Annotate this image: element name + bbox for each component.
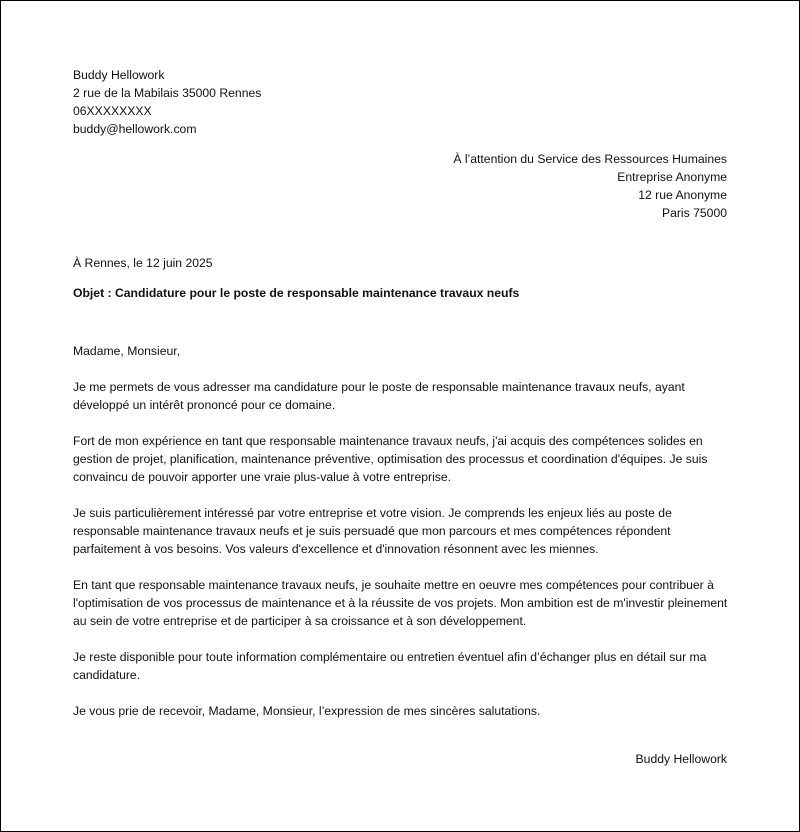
sender-block — [73, 66, 261, 138]
sender-address: 2 rue de la Mabilais 35000 Rennes — [73, 86, 262, 100]
paragraph-motivation: Je suis particulièrement intéressé par votre entreprise et votre vision. Je comprends les enjeux liés au poste de responsable maintenance travaux neufs et je suis persuadé que mon parcours et mes compétences répondent parfaitement à vos besoins. Vos valeurs d'excellence et d'innovation résonnent avec les miennes. — [73, 506, 672, 556]
recipient-company: Entreprise Anonyme — [617, 170, 727, 184]
date-line: À Rennes, le 12 juin 2025 — [73, 256, 213, 270]
recipient-attention: À l’attention du Service des Ressources Humaines — [453, 152, 727, 166]
sender-email: buddy@hellowork.com — [73, 122, 197, 136]
paragraph-closing: Je vous prie de recevoir, Madame, Monsieur, l’expression de mes sincères salutations. — [73, 704, 541, 718]
sender-phone: 06XXXXXXXX — [73, 104, 152, 118]
paragraph-experience: Fort de mon expérience en tant que responsable maintenance travaux neufs, j'ai acquis des compétences solides en gestion de projet, planification, maintenance préventive, optimisation des processus et coordination d'équipes. Je suis convaincu de pouvoir apporter une vraie plus-value à votre entreprise. — [73, 434, 708, 484]
sender-name: Buddy Hellowork — [73, 68, 165, 82]
salutation: Madame, Monsieur, — [73, 344, 181, 358]
recipient-block — [453, 150, 727, 222]
signature: Buddy Hellowork — [635, 752, 727, 766]
recipient-street: 12 rue Anonyme — [638, 188, 727, 202]
subject-line: Objet : Candidature pour le poste de responsable maintenance travaux neufs — [73, 286, 520, 300]
letter-body — [73, 342, 733, 738]
recipient-city: Paris 75000 — [661, 206, 727, 220]
paragraph-availability: Je reste disponible pour toute information complémentaire ou entretien éventuel afin d’échanger plus en détail sur ma candidature. — [73, 650, 707, 682]
paragraph-introduction: Je me permets de vous adresser ma candidature pour le poste de responsable maintenance travaux neufs, ayant développé un intérêt prononcé pour ce domaine. — [73, 380, 685, 412]
paragraph-ambition: En tant que responsable maintenance travaux neufs, je souhaite mettre en oeuvre mes compétences pour contribuer à l'optimisation de vos processus de maintenance et à la réussite de vos projets. Mon ambition est de m'investir pleinement au sein de votre entreprise et de participer à sa croissance et à son développement. — [73, 578, 728, 628]
